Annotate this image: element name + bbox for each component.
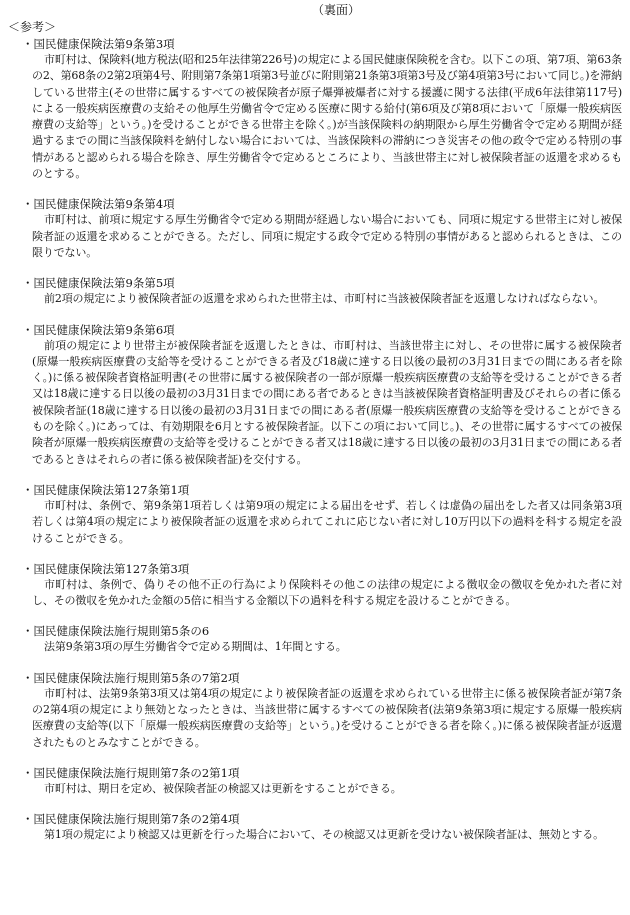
section-nhi-art127-para1	[8, 482, 624, 547]
section-nhi-art9-para3	[8, 36, 624, 182]
section-title: ・国民健康保険法第9条第3項	[22, 37, 175, 51]
section-body: 市町村は、条例で、偽りその他不正の行為により保険料その他この法律の規定による徴収金の徴収を免かれた者に対し、その徴収を免かれた金額の5倍に相当する金額以下の過料を科する規定を設けることができる。	[32, 577, 622, 608]
section-nhi-rule-art5-6	[8, 623, 624, 655]
section-body: 市町村は、法第9条第3項又は第4項の規定により被保険者証の返還を求められている世帯主に係る被保険者証が第7条の2第4項の規定により無効となったときは、当該世帯に属するすべての被保険者(法第9条第3項に規定する原爆一般疾病医療費の支給等(以下「原爆一般疾病医療費の支給等」という。)を受けることができる者を除く。)に係る被保険者証が返還されたものとみなすことができる。	[32, 686, 622, 749]
section-body: 市町村は、期日を定め、被保険者証の検認又は更新をすることができる。	[44, 781, 402, 795]
section-nhi-rule-art5-7-para2	[8, 670, 624, 751]
section-title: ・国民健康保険法第9条第5項	[22, 276, 175, 291]
section-nhi-rule-art7-2-para4	[8, 811, 624, 843]
section-body: 市町村は、条例で、第9条第1項若しくは第9項の規定による届出をせず、若しくは虚偽の届出をした者又は同条第3項若しくは第4項の規定により被保険者証の返還を求められてこれに応じない者に対し10万円以下の過料を科する規定を設けることができる。	[32, 498, 622, 545]
section-title: ・国民健康保険法施行規則第7条の2第1項	[22, 765, 240, 780]
section-title: ・国民健康保険法施行規則第5条の6	[22, 624, 210, 639]
reference-label: ＜参考＞	[8, 20, 57, 34]
section-title: ・国民健康保険法施行規則第5条の7第2項	[22, 670, 240, 685]
section-body: 市町村は、保険料(地方税法(昭和25年法律第226号)の規定による国民健康保険税を含む。以下この項、第7項、第63条の2、第68条の2第2項第4号、附則第7条第1項第3号並びに附則第21条第3項第3号及び第4項第3号において同じ。)を滞納している世帯主(その世帯に属するすべての被保険者が原子爆弾被爆者に対する援護に関する法律(平成6年法律第117号)による一般疾病医療費の支給その他厚生労働省令で定める医療に関する給付(第6項及び第8項において「原爆一般疾病医療費の支給等」という。)を受けることができる世帯主を除く。)が当該保険料の納期限から厚生労働省令で定める期間が経過するまでの間に当該保険料を納付しない場合においては、当該保険料の滞納につき災害その他の政令で定める特別の事情があると認められる場合を除き、厚生労働省令で定めるところにより、当該世帯主に対し被保険者証の返還を求めるものとする。	[32, 53, 622, 181]
page-title: （裏面）	[311, 3, 360, 17]
section-title: ・国民健康保険法第9条第6項	[22, 322, 175, 337]
section-nhi-art127-para3	[8, 561, 624, 610]
section-body: 第1項の規定により検認又は更新を行った場合において、その検認又は更新を受けない被保険者証は、無効とする。	[44, 828, 604, 842]
section-body: 法第9条第3項の厚生労働省令で定める期間は、1年間とする。	[44, 640, 347, 654]
section-body: 前項の規定により世帯主が被保険者証を返還したときは、市町村は、当該世帯主に対し、その世帯に属する被保険者(原爆一般疾病医療費の支給等を受けることができる者及び18歳に達する日以後の最初の3月31日までの間にある者を除く。)に係る被保険者資格証明書(その世帯に属する被保険者の一部が原爆一般疾病医療費の支給等を受けることができる者又は18歳に達する日以後の最初の3月31日までの間にある者であるときは当該被保険者資格証明書及びそれらの者に係る被保険者証(18歳に達する日以後の最初の3月31日までの間にある者(原爆一般疾病医療費の支給等を受けることができるものを除く。)にあっては、有効期限を6月とする被保険者証。以下この項において同じ。)、その世帯に属するすべての被保険者が原爆一般疾病医療費の支給等を受けることができる者又は18歳に達する日以後の最初の3月31日までの間にある者であるときはそれらの者に係る被保険者証)を交付する。	[32, 338, 622, 466]
section-nhi-art9-para6	[8, 322, 624, 468]
section-body: 前2項の規定により被保険者証の返還を求められた世帯主は、市町村に当該被保険者証を返還しなければならない。	[44, 292, 605, 306]
section-body: 市町村は、前項に規定する厚生労働省令で定める期間が経過しない場合においても、同項に規定する世帯主に対し被保険者証の返還を求めることができる。ただし、同項に規定する政令で定める特別の事情があると認められるときは、この限りでない。	[32, 213, 622, 259]
section-nhi-art9-para4	[8, 196, 624, 261]
section-title: ・国民健康保険法施行規則第7条の2第4項	[22, 812, 240, 827]
section-title: ・国民健康保険法第127条第1項	[22, 482, 190, 497]
section-title: ・国民健康保険法第9条第4項	[22, 197, 175, 212]
section-nhi-rule-art7-2-para1	[8, 765, 624, 797]
section-nhi-art9-para5	[8, 275, 624, 307]
section-title: ・国民健康保険法第127条第3項	[22, 561, 190, 576]
